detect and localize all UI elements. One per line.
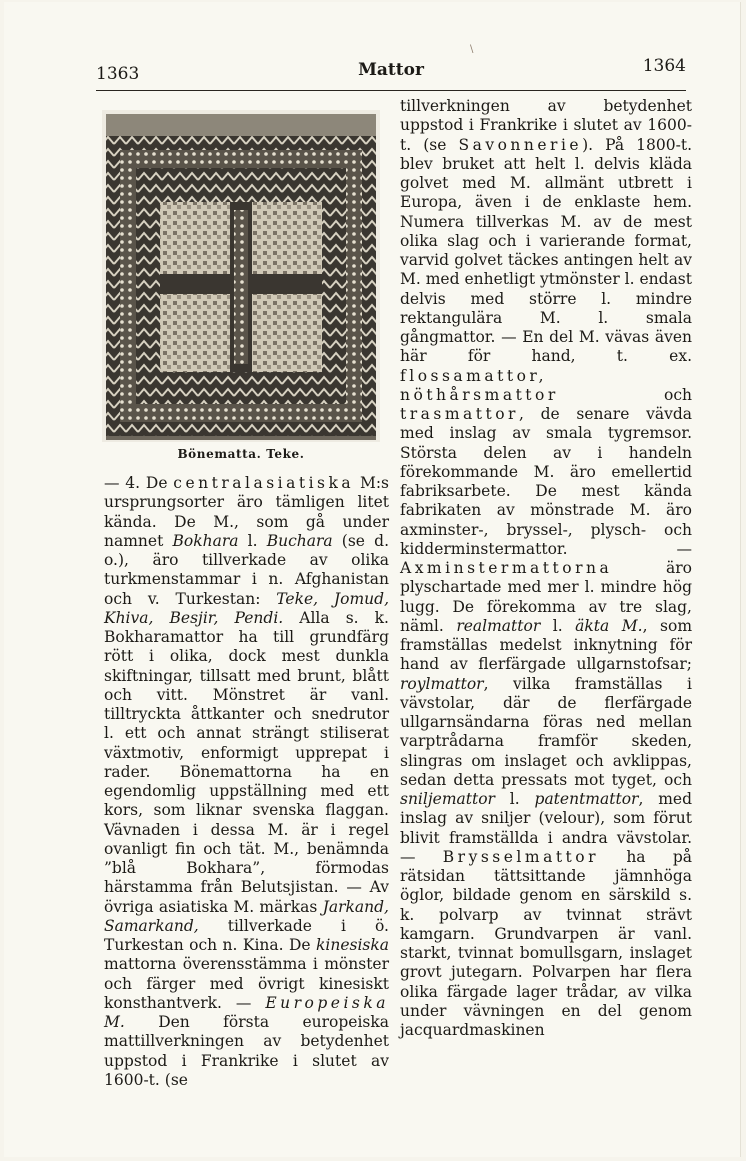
text-run: l. bbox=[494, 790, 535, 808]
text-run: kinesiska bbox=[315, 936, 389, 954]
text-run: (se d. o.), äro tillverkade av olika turkmenstammar i n. Afghanistan och v. Turkestan: bbox=[104, 531, 389, 608]
text-run: mattorna överensstämma i mönster och färger med övrigt kinesiskt konsthantverk. — bbox=[104, 955, 389, 1012]
text-run: , vilka framställas i vävstolar, där de flerfärgade ullgarnsändarna föras ned mellan varptrådarna framför skeden, slingras om inslaget och avklippas, sedan detta pressats mot tyget, och bbox=[400, 674, 692, 789]
text-run: Brysselmattor bbox=[442, 847, 600, 866]
page-number-left: 1363 bbox=[96, 64, 140, 84]
text-run: , de senare vävda med inslag av smala tygremsor. Största delen av i handeln förekommande M. äro emellertid fabriksarbete. De mest kända fabrikaten av mönstrade M. äro axminster-, bryssel-, plysch- och kidderminstermattor. — bbox=[400, 405, 692, 558]
text-run: flossamattor, nöthårsmattor bbox=[400, 366, 559, 404]
text-run: ). På 1800-t. blev bruket att helt l. delvis kläda golvet med M. allmänt utbrett i Europa, även i de enklaste hem. Numera tillverkas M. av de mest olika slag och i varierande format, varvid golvet täckes antingen helt av M. med enhetligt ytmönster l. endast delvis med större l. mindre rektangulära M. l. smala gångmattor. — En del M. vävas även här för hand, t. ex. bbox=[400, 135, 692, 366]
text-run: Bokhara bbox=[172, 531, 239, 550]
page-header bbox=[96, 56, 686, 88]
text-run: l. bbox=[238, 531, 267, 550]
text-run: patentmattor bbox=[534, 790, 639, 808]
left-column-text bbox=[104, 474, 389, 1090]
text-run: Buchara bbox=[266, 531, 333, 550]
text-run: , som framställas medelst inknytning för hand av flerfärgade ullgarnstofsar; bbox=[400, 616, 693, 674]
text-run: roylmattor bbox=[400, 674, 484, 693]
left-column bbox=[104, 474, 389, 1090]
text-run: och bbox=[558, 385, 692, 404]
text-run: l. bbox=[540, 616, 576, 635]
text-run: ha på rätsidan tättsittande jämnhöga öglor, bildade genom en särskild s. k. polvarp av tvinnat strävt kamgarn. Grundvarpen är vanl. starkt, tvinnat bomullsgarn, inslaget grovt jutegarn. Polvarpen har flera olika färgade lager trådar, av vilka under vävningen en del genom jacquardmaskinen bbox=[400, 847, 692, 1039]
text-run: , med inslag av sniljer (velour), som förut blivit framställda i andra vävstolar. — bbox=[400, 790, 692, 866]
prayer-rug-image bbox=[102, 110, 380, 442]
text-run: äro plyschartade med mer l. mindre hög lugg. De förekomma av tre slag, näml. bbox=[400, 559, 692, 635]
rug-illustration bbox=[102, 110, 380, 442]
text-run: äkta M. bbox=[575, 616, 643, 635]
text-run: M:s ursprungsorter äro tämligen litet kända. De M., som gå under namnet bbox=[104, 474, 389, 550]
text-run: realmattor bbox=[456, 616, 541, 635]
text-run: sniljemattor bbox=[400, 790, 495, 808]
right-column-text bbox=[400, 97, 692, 1040]
right-column bbox=[400, 97, 692, 1040]
text-run: — 4. De bbox=[104, 474, 174, 492]
text-run: Alla s. k. Bokharamattor ha till grundfärg rött i olika, dock mest dunkla skiftningar, tillsatt med brunt, blått och vitt. Mönstret är vanl. tilltryckta åttkanter och snedrutor l. ett och annat strängt stiliserat växtmotiv, enformigt upprepat i rader. Bönemattorna ha en egendomlig uppställning med ett kors, som liknar svenska flaggan. Vävnaden i dessa M. är i regel ovanligt fin och tät. M., benämnda ”blå Bokhara”, förmodas härstamma från Belutsjistan. — Av övriga asiatiska M. märkas bbox=[104, 608, 389, 916]
text-run: Teke, Jomud, Khiva, Besjir, Pendi. bbox=[104, 589, 389, 627]
text-run: tillverkade i ö. Turkestan och n. Kina. De bbox=[104, 916, 389, 954]
margin-mark: \ bbox=[470, 44, 474, 55]
text-run: Axminstermattorna bbox=[400, 559, 613, 577]
text-run: Den första europeiska mattillverkningen av betydenhet uppstod i Frankrike i slutet av 1600-t. (se bbox=[104, 1013, 389, 1089]
text-run: trasmattor bbox=[400, 405, 519, 423]
text-run: Jarkand, Samarkand, bbox=[104, 897, 389, 935]
figure-caption: Bönematta. Teke. bbox=[177, 447, 305, 461]
running-title: Mattor bbox=[358, 60, 424, 80]
text-run: Savonnerie bbox=[458, 135, 583, 154]
text-run: centralasiatiska bbox=[173, 474, 355, 492]
text-run: M. bbox=[104, 1013, 125, 1031]
text-run: Europeiska bbox=[265, 993, 389, 1012]
page-number-right: 1364 bbox=[642, 56, 686, 76]
header-rule bbox=[96, 90, 686, 91]
text-run: tillverkningen av betydenhet uppstod i Frankrike i slutet av 1600-t. (se bbox=[400, 97, 692, 154]
